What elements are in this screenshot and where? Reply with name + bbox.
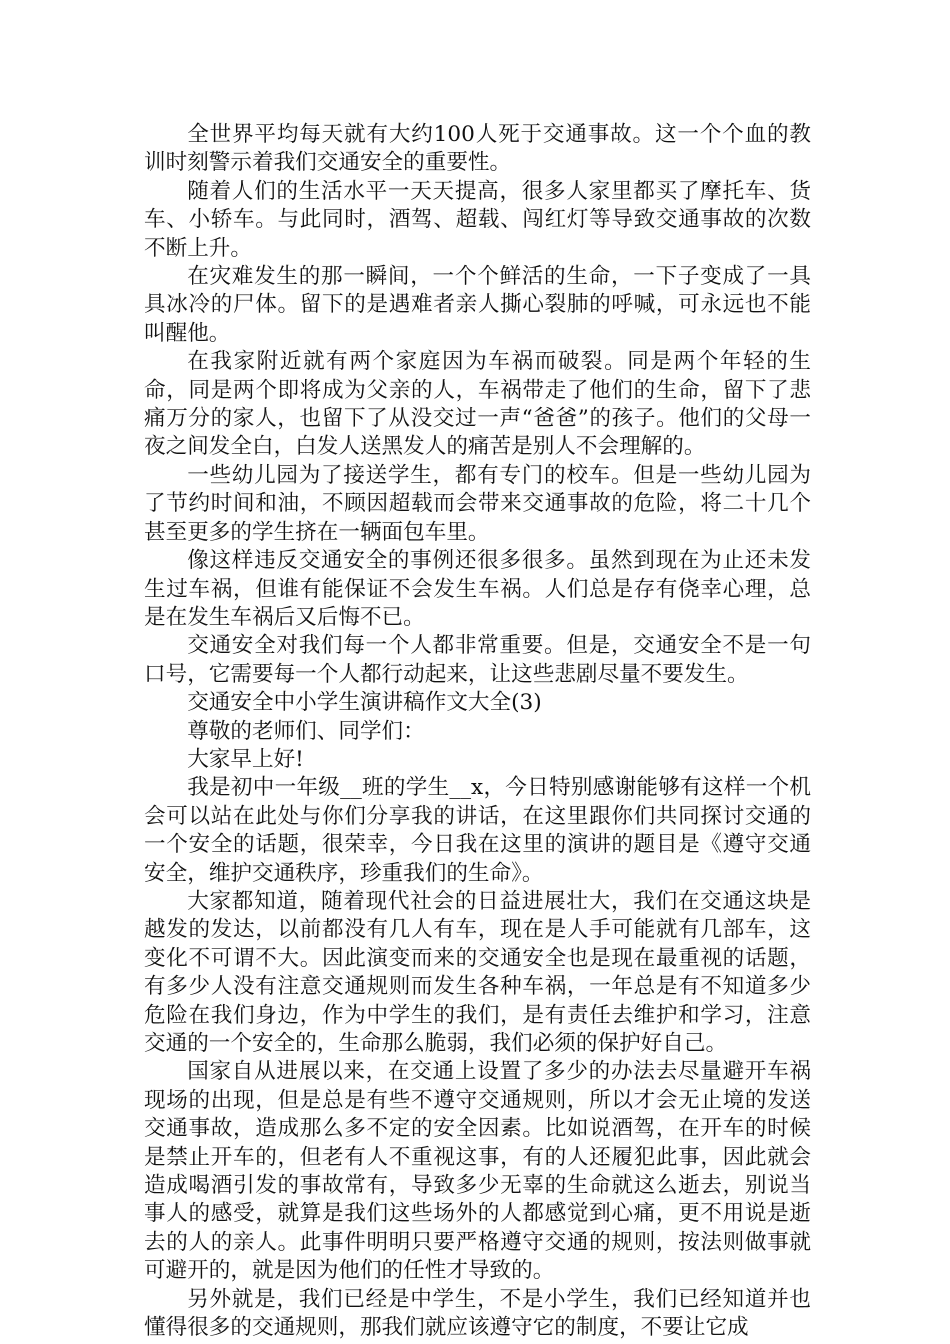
paragraph-4: 在我家附近就有两个家庭因为车祸而破裂。同是两个年轻的生命，同是两个即将成为父亲的人，车祸带走了他们的生命，留下了悲痛万分的家人，也留下了从没交过一声“爸爸”的孩子。他们的父母一夜之间发全白，白发人送黑发人的痛苦是别人不会理解的。 [144,349,811,460]
paragraph-2: 随着人们的生活水平一天天提高，很多人家里都买了摩托车、货车、小轿车。与此同时，酒驾、超载、闯红灯等导致交通事故的次数不断上升。 [144,178,811,261]
salutation: 尊敬的老师们、同学们： [187,718,425,744]
paragraph-3: 在灾难发生的那一瞬间，一个个鲜活的生命，一下子变成了一具具冰冷的尸体。留下的是遇难者亲人撕心裂肺的呼喊，可永远也不能叫醒他。 [144,264,811,346]
paragraph-5: 一些幼儿园为了接送学生，都有专门的校车。但是一些幼儿园为了节约时间和油，不顾因超载而会带来交通事故的危险，将二十几个甚至更多的学生挤在一辆面包车里。 [144,462,811,545]
paragraph-1: 全世界平均每天就有大约100人死于交通事故。这一个个血的教训时刻警示着我们交通安全的重要性。 [144,122,811,176]
section-heading: 交通安全中小学生演讲稿作文大全(3) [187,690,542,716]
paragraph-8: 大家都知道，随着现代社会的日益进展壮大，我们在交通这块是越发的发达，以前都没有几人有车，现在是人手可能就有几部车，这变化不可谓不大。因此演变而来的交通安全也是现在最重视的话题，有多少人没有注意交通规则而发生各种车祸，一年总是有不知道多少危险在我们身边，作为中学生的我们，是有责任去维护和学习，注意交通的一个安全的，生命那么脆弱，我们必须的保护好自己。 [144,888,811,1056]
paragraph-7: 交通安全对我们每一个人都非常重要。但是，交通安全不是一句口号，它需要每一个人都行动起来，让这些悲剧尽量不要发生。 [144,633,811,687]
paragraph-9: 国家自从进展以来，在交通上设置了多少的办法去尽量避开车祸现场的出现，但是总是有些不遵守交通规则，所以才会无止境的发送交通事故，造成那么多不定的安全因素。比如说酒驾，在开车的时候是禁止开车的，但老有人不重视这事，有的人还履犯此事，因此就会造成喝酒引发的事故常有，导致多少无辜的生命就这么逝去，别说当事人的感受，就算是我们这些场外的人都感觉到心痛，更不用说是逝去的人的亲人。此事件明明只要严格遵守交通的规则，按法则做事就可避开的，就是因为他们的任性才导致的。 [144,1059,811,1284]
document-body [144,121,811,1342]
paragraph-10: 另外就是，我们已经是中学生，不是小学生，我们已经知道并也懂得很多的交通规则，那我们就应该遵守它的制度，不要让它成 [144,1286,811,1341]
paragraph-intro: 我是初中一年级__班的学生__x，今日特别感谢能够有这样一个机会可以站在此处与你们分享我的讲话，在这里跟你们共同探讨交通的一个安全的话题，很荣幸，今日我在这里的演讲的题目是《遵守交通安全，维护交通秩序，珍重我们的生命》。 [144,775,811,886]
paragraph-6: 像这样违反交通安全的事例还很多很多。虽然到现在为止还未发生过车祸，但谁有能保证不会发生车祸。人们总是存有侥幸心理，总是在发生车祸后又后悔不已。 [144,548,811,630]
greeting: 大家早上好! [187,746,304,772]
